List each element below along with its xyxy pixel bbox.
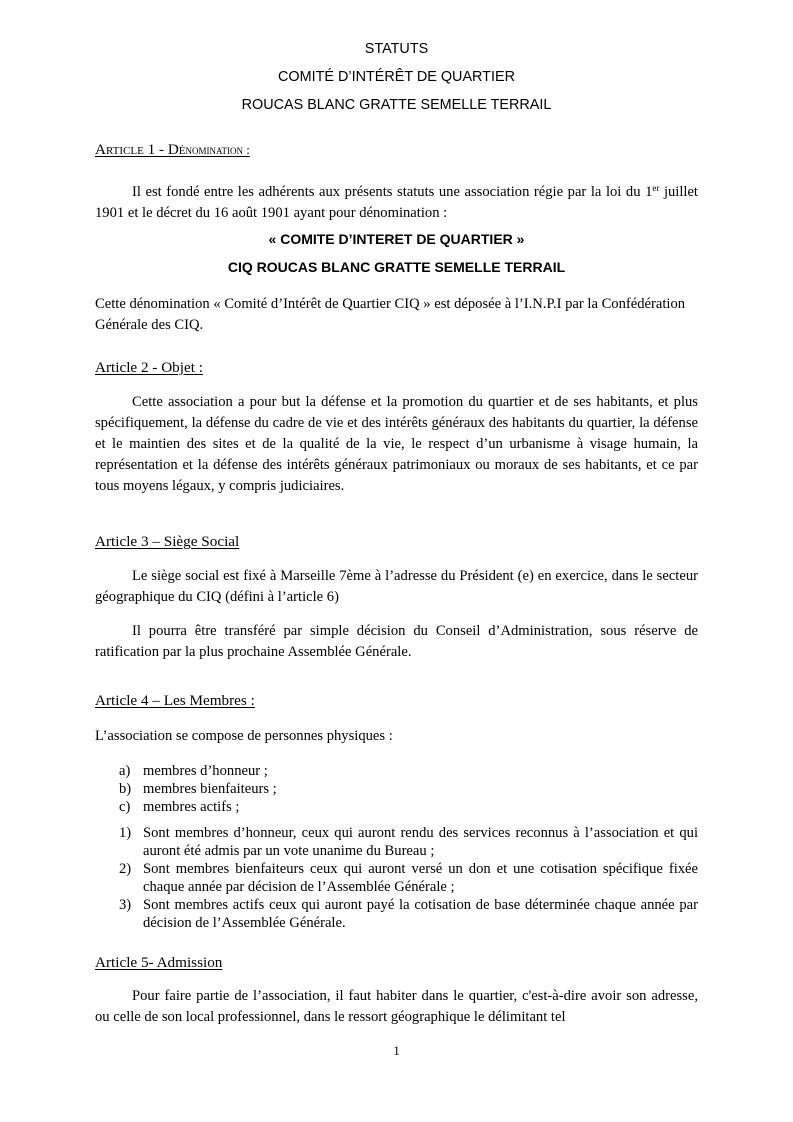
list-item-text: Sont membres d’honneur, ceux qui auront rendu des services reconnus à l’association et qui auront été admis par un vote unanime du Bureau ; [143, 825, 698, 859]
list-item-label: c) [119, 799, 131, 815]
article-1-p1-lead: Il est fondé entre les adhérents aux présents statuts une association régie par la loi du 1 [132, 184, 653, 200]
list-item-label: a) [119, 763, 131, 779]
article-5-heading: Article 5- Admission [95, 954, 223, 971]
article-1-paragraph-1 [95, 182, 698, 224]
article-4-intro: L’association se compose de personnes physiques : [95, 728, 393, 744]
list-item-text: membres actifs ; [143, 799, 240, 815]
association-name-line2: CIQ ROUCAS BLANC GRATTE SEMELLE TERRAIL [227, 259, 566, 275]
doc-title-statuts: STATUTS [364, 41, 429, 57]
article-2-heading: Article 2 - Objet : [95, 359, 203, 376]
article-1-paragraph-2: Cette dénomination « Comité d’Intérêt de Quartier CIQ » est déposée à l’I.N.P.I par la Confédération Générale des CIQ. [95, 296, 686, 333]
doc-title-district: ROUCAS BLANC GRATTE SEMELLE TERRAIL [241, 97, 552, 113]
list-item-text: membres d’honneur ; [143, 763, 268, 779]
article-3-paragraph-2: Il pourra être transféré par simple décision du Conseil d’Administration, sous réserve de ratification par la plus prochaine Assemblée Générale. [95, 623, 698, 660]
article-1-p1-rest: juillet 1901 et le décret du 16 août 1901 ayant pour dénomination : [95, 184, 698, 221]
article-3-paragraph-1: Le siège social est fixé à Marseille 7ème à l’adresse du Président (e) en exercice, dans le secteur géographique du CIQ (défini à l’article 6) [95, 568, 698, 605]
article-5-paragraph-1: Pour faire partie de l’association, il faut habiter dans le quartier, c'est-à-dire avoir son adresse, ou celle de son local professionnel, dans le ressort géographique le délimitant tel [95, 988, 698, 1025]
list-item-text: Sont membres actifs ceux qui auront payé la cotisation de base déterminée chaque année par décision de l’Assemblée Générale. [143, 897, 698, 931]
association-name-line1: « COMITE D’INTERET DE QUARTIER » [268, 231, 525, 247]
article-4-heading: Article 4 – Les Membres : [95, 692, 255, 709]
article-1-p1-sup: er [652, 183, 660, 193]
list-item-label: 2) [119, 861, 132, 877]
article-2-paragraph-1: Cette association a pour but la défense et la promotion du quartier et de ses habitants, et plus spécifiquement, la défense du cadre de vie et des intérêts généraux des habitants du quartier, la défense et le maintien des sites et de la qualité de la vie, le respect d’un urbanisme à visage humain, la représentation et la défense des intérêts généraux patrimoniaux ou moraux de ses habitants, et ce par tous moyens légaux, y compris judiciaires. [95, 394, 698, 494]
doc-title-committee: COMITÉ D’INTÉRÊT DE QUARTIER [278, 69, 515, 85]
list-item-label: b) [119, 781, 132, 797]
list-item-text: Sont membres bienfaiteurs ceux qui auront versé un don et une cotisation spécifique fixée chaque année par décision de l’Assemblée Générale ; [143, 861, 698, 895]
list-item-text: membres bienfaiteurs ; [143, 781, 277, 797]
article-1-heading-part1: Article 1 - Dé [95, 141, 186, 158]
list-item-label: 1) [119, 825, 132, 841]
article-3-heading: Article 3 – Siège Social [95, 533, 240, 550]
list-item-label: 3) [119, 897, 132, 913]
article-1-heading [95, 140, 250, 160]
article-1-heading-part2: nomination : [185, 142, 250, 157]
page-number: 1 [393, 1043, 400, 1058]
